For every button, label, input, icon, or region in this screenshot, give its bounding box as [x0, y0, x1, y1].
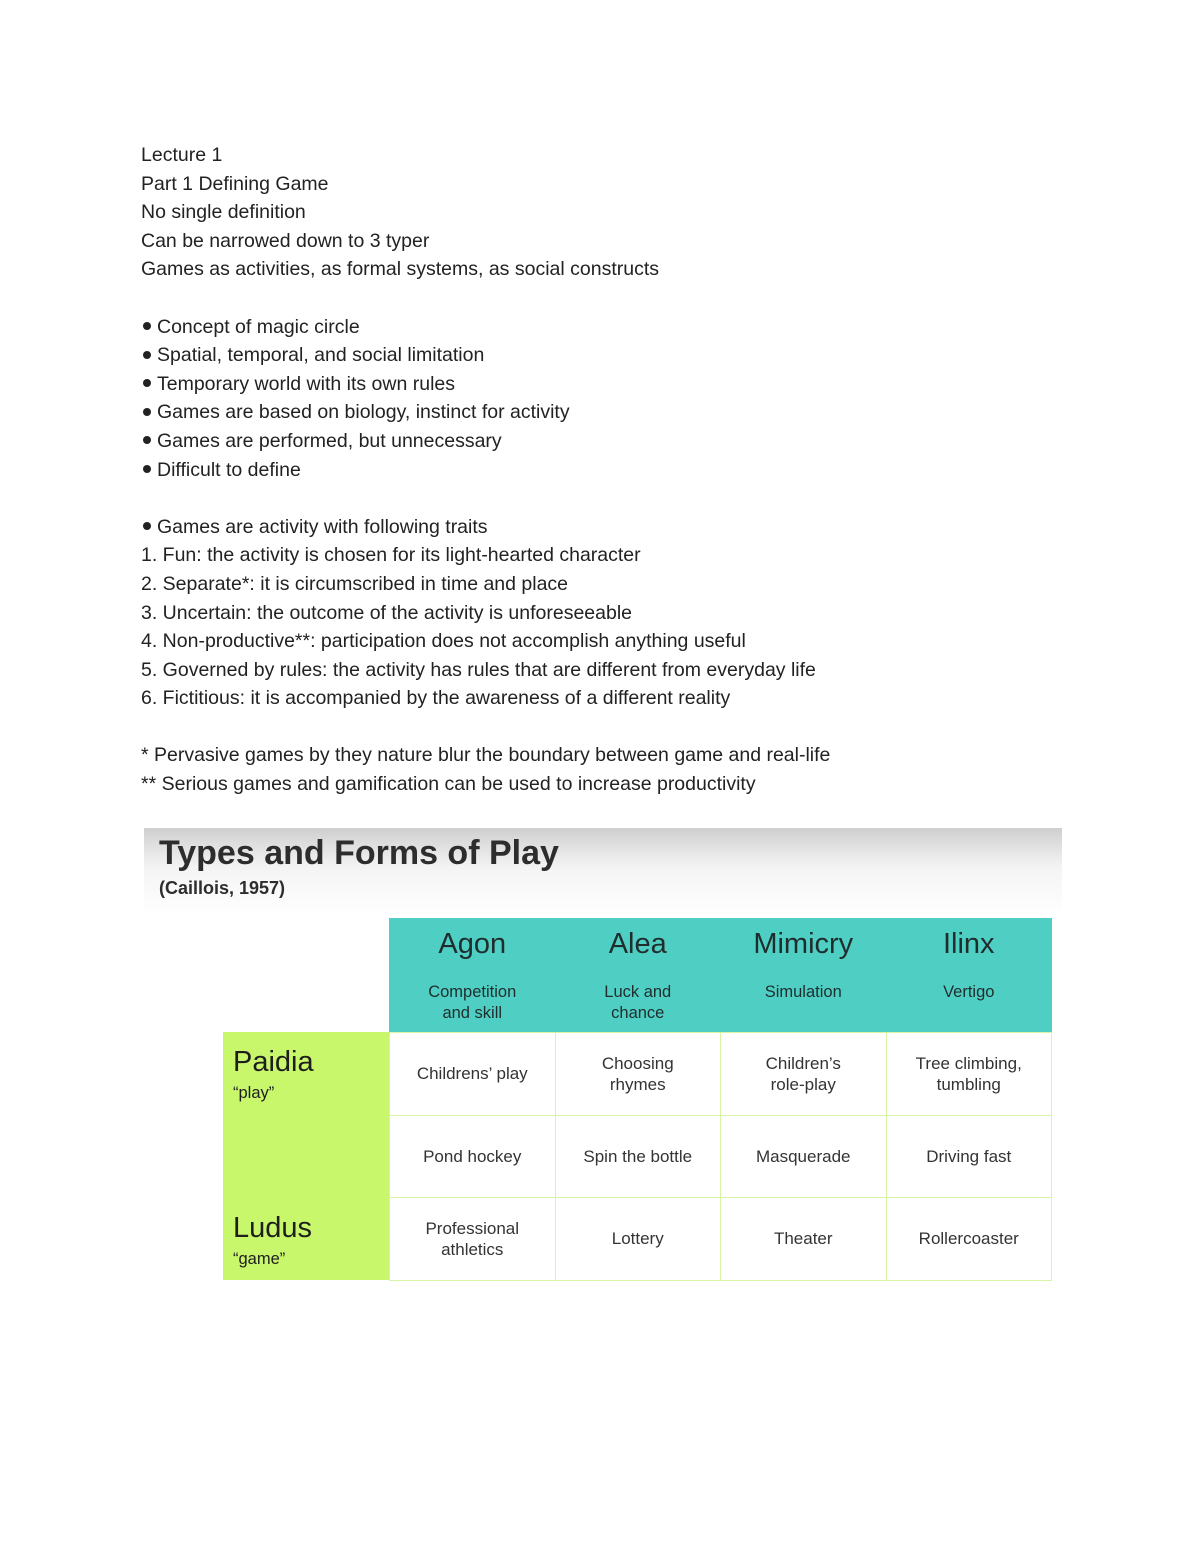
bullet-icon — [143, 379, 151, 387]
table-cell: Choosing rhymes — [555, 1032, 722, 1116]
column-name: Alea — [608, 928, 667, 960]
bullet-item — [141, 456, 830, 485]
bullet-item — [141, 370, 830, 399]
table-cell: Spin the bottle — [555, 1115, 722, 1199]
trait-item: 4. Non-productive**: participation does not accomplish anything useful — [141, 630, 746, 653]
column-name: Mimicry — [753, 928, 854, 960]
footnote: ** Serious games and gamification can be used to increase productivity — [141, 773, 756, 796]
table-cell: Lottery — [555, 1197, 722, 1281]
figure-header — [144, 828, 1062, 916]
bullet-text: Games are performed, but unnecessary — [157, 429, 502, 452]
table-cell: Pond hockey — [389, 1115, 556, 1199]
bullet-icon — [143, 351, 151, 359]
column-header-mimicry — [720, 918, 887, 1032]
table-cell: Rollercoaster — [886, 1197, 1053, 1281]
bullet-icon — [143, 522, 151, 530]
bullet-icon — [143, 322, 151, 330]
trait-item: 6. Fictitious: it is accompanied by the awareness of a different reality — [141, 687, 731, 710]
column-header-alea — [555, 918, 722, 1032]
lecture-notes — [141, 141, 830, 799]
types-of-play-figure — [144, 828, 1062, 1288]
column-description: Competition and skill — [428, 983, 517, 1022]
bullet-text: Games are based on biology, instinct for activity — [157, 401, 570, 424]
trait-item: 3. Uncertain: the outcome of the activity is unforeseeable — [141, 601, 633, 624]
bullet-item — [141, 313, 830, 342]
row-sublabel: “game” — [233, 1250, 286, 1268]
bullet-item — [141, 427, 830, 456]
column-header-ilinx — [886, 918, 1053, 1032]
spacer — [141, 284, 830, 313]
table-cell: Childrens’ play — [389, 1032, 556, 1116]
notes-line: Part 1 Defining Game — [141, 172, 329, 195]
spacer — [141, 484, 830, 513]
notes-line: Games as activities, as formal systems, as social constructs — [141, 258, 659, 281]
bullet-icon — [143, 408, 151, 416]
trait-item: 5. Governed by rules: the activity has rules that are different from everyday life — [141, 658, 816, 681]
notes-line: No single definition — [141, 201, 306, 224]
bullet-icon — [143, 436, 151, 444]
bullet-text: Concept of magic circle — [157, 315, 360, 338]
bullet-icon — [143, 465, 151, 473]
bullet-item — [141, 341, 830, 370]
bullet-text: Difficult to define — [157, 458, 301, 481]
figure-title: Types and Forms of Play — [159, 834, 559, 872]
bullet-text: Temporary world with its own rules — [157, 372, 456, 395]
spacer — [141, 713, 830, 742]
column-header-agon — [389, 918, 556, 1032]
table-cell: Children’s role-play — [720, 1032, 887, 1116]
table-cell: Professional athletics — [389, 1197, 556, 1281]
trait-item: 1. Fun: the activity is chosen for its light-hearted character — [141, 544, 641, 567]
table-cell: Masquerade — [720, 1115, 887, 1199]
bullet-item — [141, 398, 830, 427]
column-name: Agon — [438, 928, 507, 960]
trait-item: 2. Separate*: it is circumscribed in time and place — [141, 572, 569, 595]
row-sublabel: “play” — [233, 1084, 275, 1102]
column-description: Vertigo — [943, 983, 995, 1001]
bullet-text: Games are activity with following traits — [157, 515, 488, 538]
figure-subtitle: (Caillois, 1957) — [159, 878, 286, 898]
table-cell: Driving fast — [886, 1115, 1053, 1199]
bullet-text: Spatial, temporal, and social limitation — [157, 344, 485, 367]
footnote: * Pervasive games by they nature blur the boundary between game and real-life — [141, 744, 831, 767]
column-description: Luck and chance — [604, 983, 672, 1022]
row-label-paidia: Paidia — [233, 1046, 314, 1078]
column-description: Simulation — [764, 983, 842, 1001]
row-axis — [223, 1032, 389, 1280]
notes-line: Can be narrowed down to 3 typer — [141, 229, 430, 252]
bullet-item — [141, 513, 830, 542]
column-name: Ilinx — [942, 928, 995, 960]
table-cell: Theater — [720, 1197, 887, 1281]
table-cell: Tree climbing, tumbling — [886, 1032, 1053, 1116]
notes-line: Lecture 1 — [141, 144, 223, 166]
row-label-ludus: Ludus — [233, 1212, 313, 1244]
